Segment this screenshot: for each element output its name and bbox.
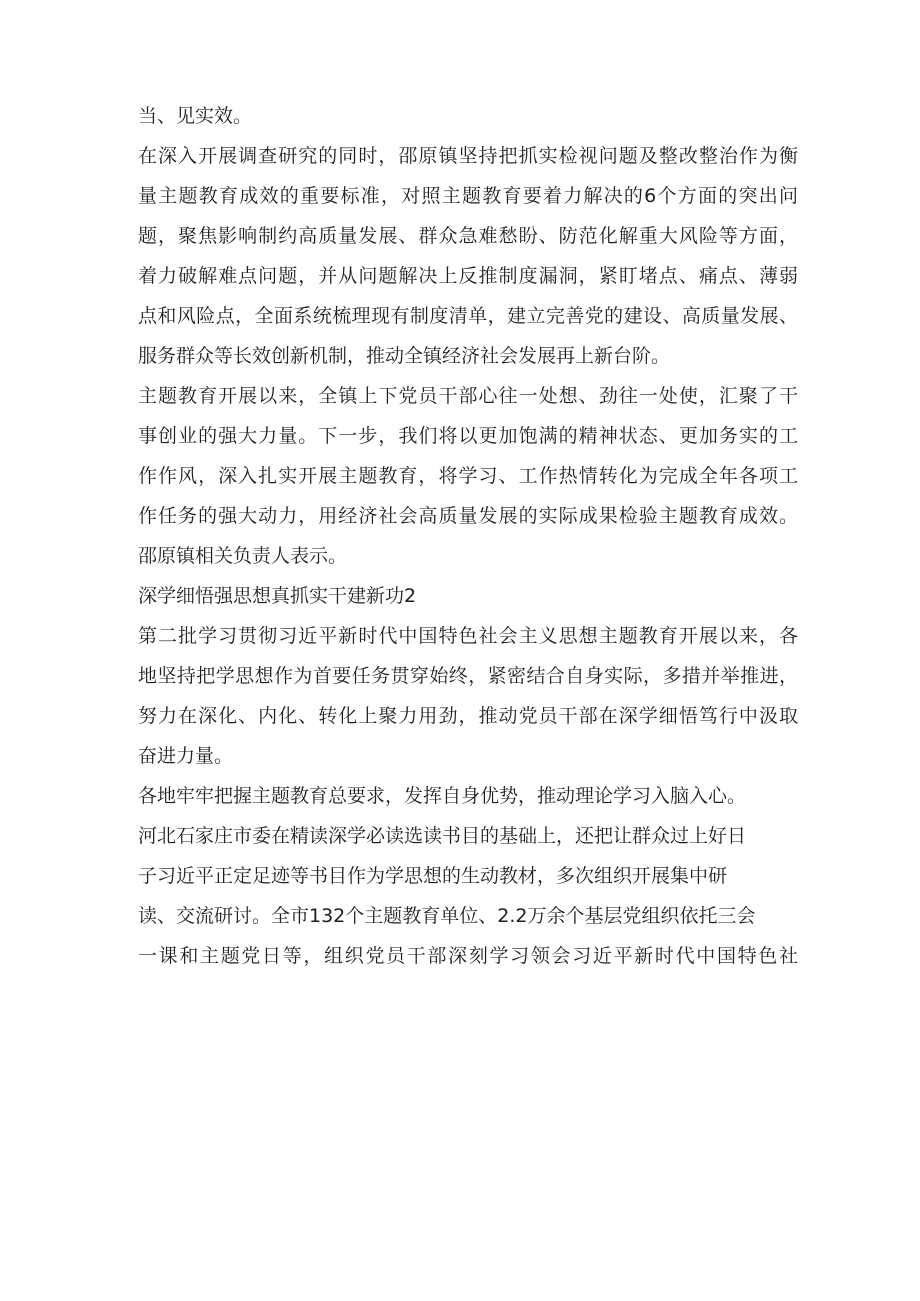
text-line: 当、见实效。: [138, 105, 253, 127]
document-body: [138, 96, 798, 976]
text-line: 事创业的强大力量。下一步，我们将以更加饱满的精神状态、更加务实的工: [138, 425, 798, 447]
text-line: 河北石家庄市委在精读深学必读选读书目的基础上，还把让群众过上好日: [138, 825, 747, 847]
text-line: 子习近平正定足迹等书目作为学思想的生动教材，多次组织开展集中研: [138, 865, 728, 887]
text-line: 奋进力量。: [138, 745, 234, 767]
text-line: 一课和主题党日等，组织党员干部深刻学习领会习近平新时代中国特色社: [138, 945, 798, 967]
text-line: 地坚持把学思想作为首要任务贯穿始终，紧密结合自身实际，多措并举推进，: [138, 665, 798, 687]
text-line: 深学细悟强思想真抓实干建新功2: [138, 585, 417, 607]
text-line: 服务群众等长效创新机制，推动全镇经济社会发展再上新台阶。: [138, 345, 671, 367]
text-line: 各地牢牢把握主题教育总要求，发挥自身优势，推动理论学习入脑入心。: [138, 785, 747, 807]
text-line: 作作风，深入扎实开展主题教育，将学习、工作热情转化为完成全年各项工: [138, 465, 798, 487]
text-line: 点和风险点，全面系统梳理现有制度清单，建立完善党的建设、高质量发展、: [138, 305, 798, 327]
text-line: 量主题教育成效的重要标准，对照主题教育要着力解决的6个方面的突出问: [138, 185, 798, 207]
text-line: 在深入开展调查研究的同时，邵原镇坚持把抓实检视问题及整改整治作为衡: [138, 145, 798, 167]
text-line: 邵原镇相关负责人表示。: [138, 545, 348, 567]
text-line: 读、交流研讨。全市132个主题教育单位、2.2万余个基层党组织依托三会: [138, 905, 756, 927]
text-line: 着力破解难点问题，并从问题解决上反推制度漏洞，紧盯堵点、痛点、薄弱: [138, 265, 798, 287]
text-line: 作任务的强大动力，用经济社会高质量发展的实际成果检验主题教育成效。: [138, 505, 798, 527]
text-line: 第二批学习贯彻习近平新时代中国特色社会主义思想主题教育开展以来，各: [138, 625, 798, 647]
text-line: 努力在深化、内化、转化上聚力用劲，推动党员干部在深学细悟笃行中汲取: [138, 705, 798, 727]
text-line: 题，聚焦影响制约高质量发展、群众急难愁盼、防范化解重大风险等方面，: [138, 225, 798, 247]
text-line: 主题教育开展以来，全镇上下党员干部心往一处想、劲往一处使，汇聚了干: [138, 385, 798, 407]
